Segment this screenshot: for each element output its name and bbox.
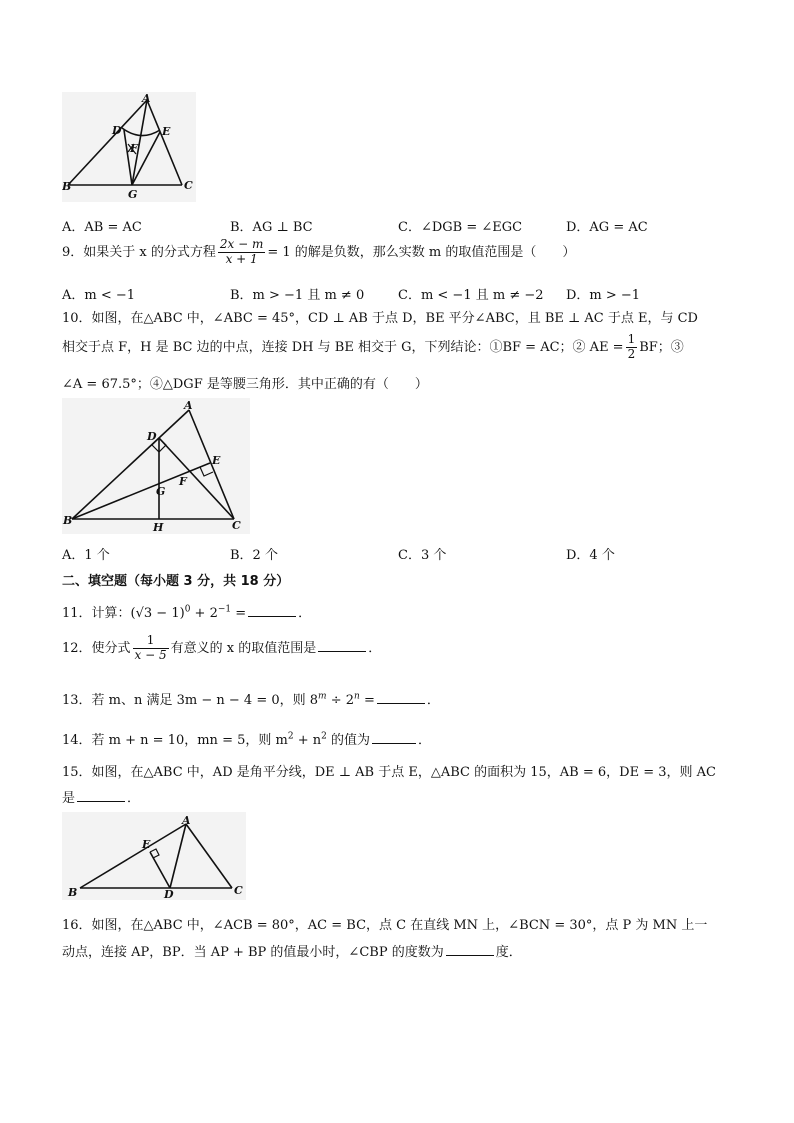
q11-expr: (√3 − 1)	[130, 606, 185, 621]
q14-sup2: 2	[321, 731, 327, 742]
q15-line1: 15．如图，在△ABC 中，AD 是角平分线，DE ⊥ AB 于点 E，△ABC 的面积为 15，AB = 6，DE = 3，则 AC	[62, 765, 716, 780]
q8-option-d: D．AG = AC	[566, 220, 648, 235]
q15-point-D: D	[164, 888, 174, 900]
q9-fraction	[218, 238, 265, 267]
q10-line2	[62, 333, 684, 362]
q9-option-a: A．m < −1	[62, 288, 136, 303]
q8-point-F: F	[130, 142, 138, 155]
q15-figure	[62, 812, 246, 900]
q12-question: 12．使分式 $\frac{1}{x - 5}$ 有意义的 x 的取值范围是 ．	[62, 633, 382, 662]
q11-exp1: −1	[217, 604, 232, 615]
q9-frac-den: x + 1	[225, 251, 258, 266]
q10-point-G: G	[156, 485, 166, 498]
q10-point-C: C	[232, 519, 241, 532]
q10-point-H: H	[153, 521, 164, 534]
q10-line1: 10．如图，在△ABC 中，∠ABC = 45°，CD ⊥ AB 于点 D，BE 平分∠ABC，且 BE ⊥ AC 于点 E，与 CD	[62, 311, 698, 326]
q8-option-b: B．AG ⊥ BC	[230, 220, 313, 235]
q10-point-A: A	[184, 399, 193, 412]
section-fill-in-title: 二、填空题（每小题 3 分，共 18 分）	[62, 574, 290, 589]
q15-point-C: C	[234, 884, 243, 897]
q13-mid: ÷ 2	[326, 693, 355, 708]
q10-point-E: E	[212, 454, 221, 467]
q9-suffix: = 1 的解是负数，那么实数 m 的取值范围是（ ）	[267, 244, 576, 260]
q10-option-b: B．2 个	[230, 548, 278, 563]
q8-point-G: G	[128, 188, 138, 201]
q13-question: 13．若 m、n 满足 3m − n − 4 = 0，则 $8^m \div 2^n$ = ．	[62, 691, 440, 708]
q14-question: 14．若 m + n = 10，mn = 5，则 $m^2 + n^2$ 的值为 ．	[62, 731, 431, 748]
q15-answer-blank[interactable]	[77, 800, 125, 802]
q14-mid: + n	[293, 733, 322, 748]
q8-point-A: A	[142, 92, 151, 105]
q14-suffix: 的值为	[326, 733, 370, 748]
q9-option-d: D．m > −1	[566, 288, 641, 303]
q16-answer-blank[interactable]	[446, 954, 494, 956]
q9-prefix: 9．如果关于 x 的分式方程	[62, 244, 216, 260]
q14-answer-blank[interactable]	[372, 742, 416, 744]
q11-prefix: 11．计算：	[62, 606, 131, 621]
q15-point-A: A	[182, 814, 191, 827]
q10-frac-num: 1	[627, 332, 636, 346]
q12-frac-den: x − 5	[134, 647, 167, 662]
q13-prefix: 13．若 m、n 满足 3m − n − 4 = 0，则 8	[62, 693, 319, 708]
q11-exp0: 0	[184, 604, 191, 615]
q10-figure	[62, 398, 250, 534]
q12-prefix: 12．使分式	[62, 640, 131, 656]
q8-point-E: E	[162, 125, 171, 138]
q13-sup1: m	[318, 691, 327, 702]
q9-question	[62, 238, 575, 267]
q10-frac-den: 2	[627, 346, 636, 361]
q16-line2	[62, 941, 522, 960]
q10-line2-suffix: BF；③	[639, 339, 684, 355]
q13-answer-blank[interactable]	[377, 702, 425, 704]
q10-line2-prefix: 相交于点 F，H 是 BC 边的中点，连接 DH 与 BE 相交于 G，下列结论：①BF = AC；② AE =	[62, 339, 624, 355]
q16-line2-prefix: 动点，连接 AP，BP．当 AP + BP 的值最小时，∠CBP 的度数为	[62, 945, 444, 960]
q15-point-B: B	[68, 886, 78, 899]
q10-point-F: F	[179, 475, 187, 488]
q8-figure	[62, 92, 196, 202]
q8-point-D: D	[112, 124, 122, 137]
q16-line1: 16．如图，在△ABC 中，∠ACB = 80°，AC = BC，点 C 在直线 MN 上，∠BCN = 30°，点 P 为 MN 上一	[62, 918, 708, 933]
q9-option-c: C．m < −1 且 m ≠ −2	[398, 288, 544, 303]
q10-option-a: A．1 个	[62, 548, 110, 563]
q10-option-d: D．4 个	[566, 548, 615, 563]
q8-option-a: A．AB = AC	[62, 220, 142, 235]
q12-answer-blank[interactable]	[318, 650, 366, 652]
q11-question: 11．计算：$(√3 - 1)^0 + 2^{-1}$ = ．	[62, 604, 312, 621]
q14-prefix: 14．若 m + n = 10，mn = 5，则 m	[62, 733, 288, 748]
q10-point-D: D	[147, 430, 157, 443]
q10-line3: ∠A = 67.5°；④△DGF 是等腰三角形．其中正确的有（ ）	[62, 377, 428, 392]
q10-fraction	[626, 333, 638, 362]
q11-mid: + 2	[190, 606, 218, 621]
q16-line2-suffix: 度．	[495, 945, 522, 960]
q9-frac-num: 2x − m	[219, 237, 264, 251]
q14-sup1: 2	[287, 731, 294, 742]
q15-line2: 是 ．	[62, 791, 141, 806]
q15-point-E: E	[142, 838, 151, 851]
q11-suffix: =	[231, 606, 247, 621]
q9-option-b: B．m > −1 且 m ≠ 0	[230, 288, 365, 303]
q12-fraction	[133, 634, 169, 663]
q10-option-c: C．3 个	[398, 548, 447, 563]
q8-point-C: C	[184, 179, 193, 192]
q8-option-c: C．∠DGB = ∠EGC	[398, 220, 523, 235]
q13-suffix: =	[359, 693, 375, 708]
q8-point-B: B	[62, 180, 72, 193]
q11-answer-blank[interactable]	[248, 615, 296, 617]
q10-point-B: B	[63, 514, 73, 527]
q13-sup2: n	[354, 691, 360, 702]
q12-suffix: 有意义的 x 的取值范围是	[170, 640, 317, 656]
q15-line2-text: 是	[62, 791, 76, 806]
q12-frac-num: 1	[133, 634, 169, 649]
